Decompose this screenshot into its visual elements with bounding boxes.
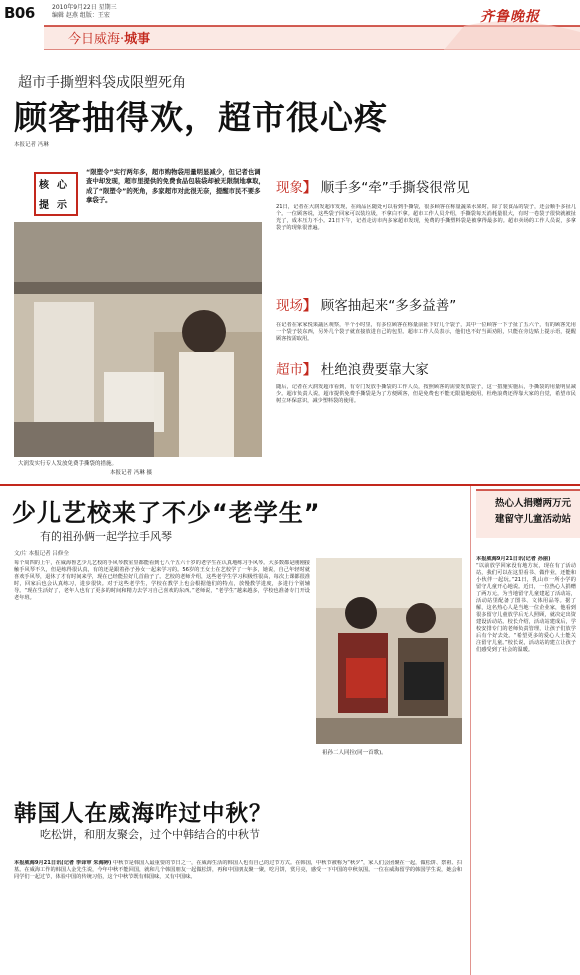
- side-headline-line1: 热心人捐赠两万元: [494, 498, 571, 509]
- photo1-credit: 本报记者 冯琳 摄: [110, 470, 152, 476]
- side-byline: 本报威海9月21日讯(记者 孙丽): [476, 556, 551, 562]
- core-summary-text: “限塑令”实行两年多，超市购物袋用量明显减少，但记者也调查中却发现，超市里提供的免费食品包装袋却被无限制地拿取，成了“限塑令”的死角，多家超市对此很无奈，提醒市民不要多拿袋子。: [86, 168, 265, 205]
- section-body-supermarket: 随后，记者在大润发超市看到，有专门发放手撕袋的工作人员，按照顾客的需要发放袋子，这一措施实施后，手撕袋的用量明显减少。超市负责人说，超市提供免费手撕袋是为了方便顾客，但是免费也不能无限量地使用，杜绝浪费还得靠大家的自觉，希望市民树立环保意识，减少塑料袋的使用。: [276, 384, 576, 404]
- badge-char: 核: [39, 180, 49, 191]
- section-tag: 现象: [276, 180, 303, 196]
- supermarket-photo-illustration: [14, 222, 262, 457]
- section-body-scene: 在记者在家家悦果蔬区观察，半个小时里，有多位顾客在称量前扯下好几个袋子，其中一位顾客一下子扯了五六个，有的顾客先用一个袋子装东西，另外几个袋子就直接放进自己的包里。超市工作人员表示，他们也不好当面劝阻，只能在旁边贴上提示语，提醒顾客按需取用。: [276, 322, 576, 342]
- accordion-photo-illustration: [316, 558, 462, 744]
- side-text: “以前放学回家没有地方玩，现在有了活动站，我们可以在这里看书、做作业，还能和小伙伴一起玩。”21日，乳山市一所小学的留守儿童开心地说。近日，一位热心人捐赠了两万元，为当地留守儿童建起了活动站，活动站里配备了图书、文体用品等。据了解，这名热心人是当地一位企业家，他看到很多留守儿童放学后无人照顾，就决定出资建设活动站。校长介绍，活动站建成后，学校安排专门的老师负责管理，让孩子们放学后有个好去处。“希望更多的爱心人士能关注留守儿童。”校长说，活动站的建立让孩子们感受到了社会的温暖。: [476, 563, 576, 653]
- story3-byline: 本报威海9月21日讯(记者 李译审 朱海婷): [14, 860, 112, 866]
- date-line: [52, 4, 117, 20]
- story1-headline: 顾客抽得欢，超市很心疼: [14, 98, 388, 137]
- story3-headline: 韩国人在威海咋过中秋？: [14, 801, 273, 827]
- page-number: B06: [4, 4, 35, 22]
- story3-text: 中秋节是韩国人最重要的节日之一，在威海生活的韩国人也有自己的过节方式。在韩国，中秋节被称为“秋夕”，家人们会团聚在一起，做松饼、祭祖、扫墓。在威海工作的韩国人金先生说，今年中秋不能回国，就和几个韩国朋友一起做松饼，再和中国朋友聚一聚，吃月饼，赏月亮，感受一下中国的中秋氛围。一位在威海留学的韩国学生说，她会和同学们一起过节，体验中国的传统习俗，这个中秋节既有韩国味，又有中国味。: [14, 860, 462, 880]
- section-title-sub: 城事: [124, 32, 151, 47]
- badge-char: 示: [57, 200, 67, 211]
- section-heading-supermarket: 超市】 杜绝浪费要靠大家: [276, 362, 429, 378]
- story3-subheadline: 吃松饼，和朋友聚会，过个中韩结合的中秋节: [40, 828, 260, 841]
- editor-credit: 编辑 赵燕 组版：王宏: [52, 12, 110, 19]
- story2-body: 每个周四的上午，在威海鲁艺少儿艺校的手风琴教室里都能看到七八个五六十岁的老学生在认真地练习手风琴。大多数都是刚刚接触手风琴不久，但是练得很认真，有的还是跟着孙子孙女一起来学习的。56岁的王女士在艺校学了一年多，她说，自己年轻时就喜欢手风琴，退休了才有时间来学，现在已经能拉好几首曲子了。艺校的老师介绍，这些老学生学习积极性很高，每次上课都很准时，回家后也会认真练习，进步很快。对于这些老学生，学校在教学上也会根据他们的特点，放慢教学进度，多进行个别辅导。“现在生活好了，老年人也有了更多的时间和精力去学习自己喜欢的东西。”老师说，“老学生”越来越多，学校也准备专门开设老年班。: [14, 560, 310, 601]
- side-headline: [486, 496, 580, 528]
- story1-kicker: 超市手撕塑料袋成限塑死角: [18, 75, 186, 91]
- newspaper-logo: 齐鲁晚报: [480, 9, 540, 25]
- badge-char: 提: [39, 200, 49, 211]
- photo1-caption: 大润发实行专人发放免费手撕袋的措施。: [18, 461, 118, 467]
- section-tag: 超市: [276, 362, 303, 378]
- side-body: [476, 556, 576, 968]
- section-title-text: 杜绝浪费要靠大家: [320, 362, 429, 378]
- section-tag: 现场: [276, 298, 303, 314]
- section-heading-phenomenon: 现象】 顺手多“牵”手撕袋很常见: [276, 180, 470, 196]
- story1-byline: 本报记者 冯琳: [14, 142, 49, 148]
- story2-byline: 文/片 本报记者 吕修全: [14, 551, 69, 557]
- story2-headline: 少儿艺校来了不少“老学生”: [12, 499, 321, 527]
- core-summary-badge: [34, 172, 78, 216]
- publication-date: 2010年9月22日 星期三: [52, 4, 117, 11]
- badge-char: 心: [57, 180, 67, 191]
- section-body-phenomenon: 21日，记者在大润发超市发现，在商品区随处可以看到手撕袋，很多顾客在称量蔬菜水果时，除了装食品的袋子，还会顺手多扯几个。一位顾客说，这些袋子回家可以装垃圾，不拿白不拿。超市工作人员介绍，手撕袋每天消耗量很大，有时一卷袋子很快就被扯光了，成本压力不小。21日下午，记者走访市内多家超市发现，免费的手撕塑料袋是被拿得最多的。超市卖场的工作人员说，多拿袋子的现象很普遍。: [276, 204, 576, 231]
- story3-body: [14, 860, 462, 970]
- section-title-text: 顾客抽起来“多多益善”: [320, 298, 457, 314]
- section-heading-scene: 现场】 顾客抽起来“多多益善”: [276, 298, 457, 314]
- photo2-caption: 祖孙二人同拉(同一首歌)。: [322, 750, 387, 756]
- photo-supermarket: [14, 222, 262, 457]
- side-headline-line2: 建留守儿童活动站: [494, 514, 571, 525]
- story2-subheadline: 有的祖孙俩一起学拉手风琴: [40, 530, 172, 543]
- section-title-dot: ·: [120, 32, 125, 47]
- section-title-main: 今日威海: [68, 32, 121, 47]
- photo-accordion-students: [316, 558, 462, 744]
- section-title-text: 顺手多“牵”手撕袋很常见: [320, 180, 470, 196]
- section-title: [68, 28, 150, 47]
